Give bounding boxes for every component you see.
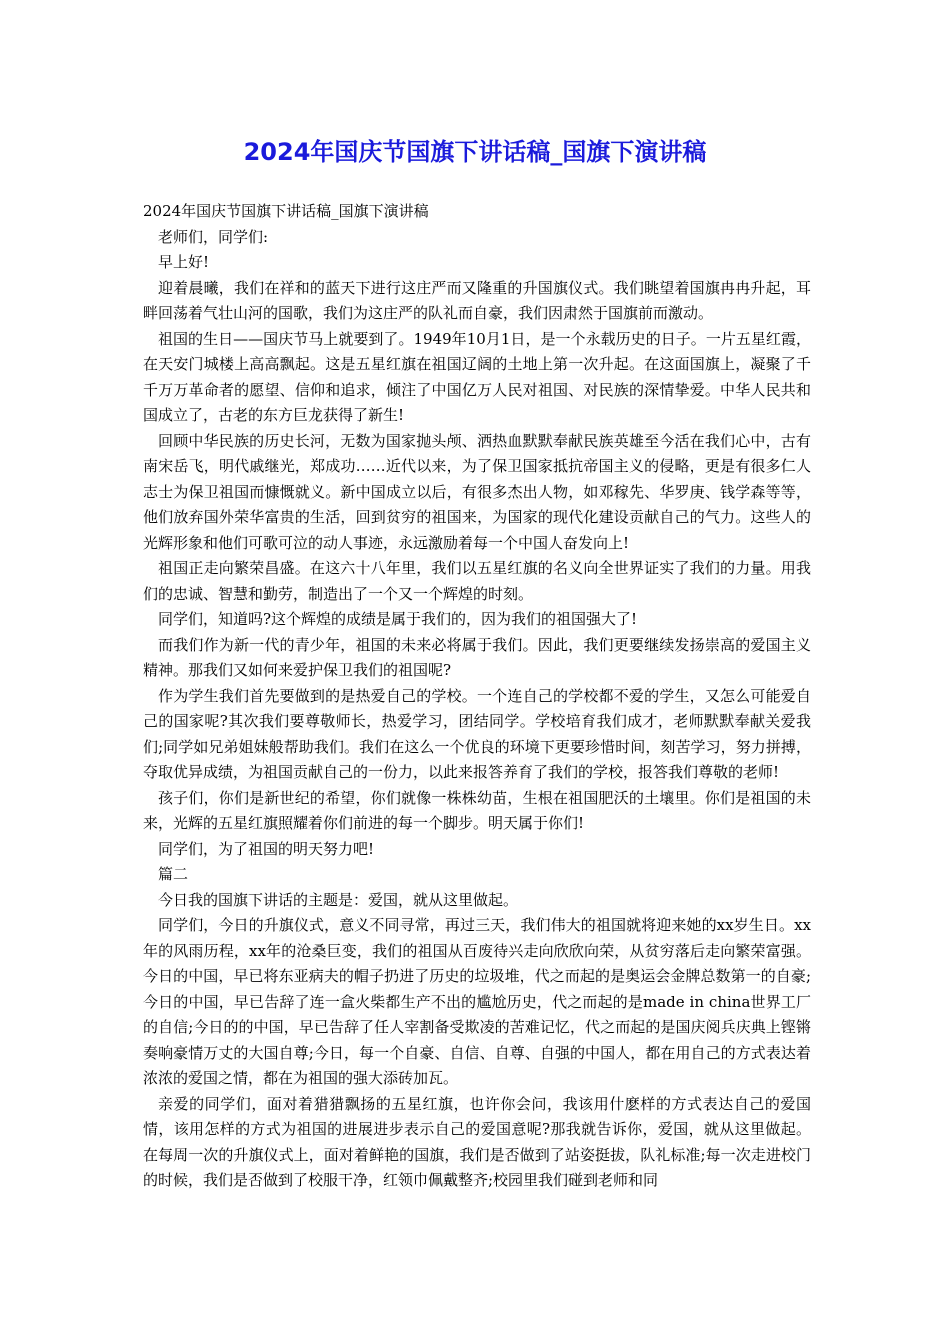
paragraph: 同学们，知道吗?这个辉煌的成绩是属于我们的，因为我们的祖国强大了!: [158, 610, 638, 628]
paragraph: 同学们，为了祖国的明天努力吧!: [158, 839, 375, 858]
paragraph: 迎着晨曦，我们在祥和的蓝天下进行这庄严而又隆重的升国旗仪式。我们眺望着国旗冉冉升起，耳畔回荡着气壮山河的国歌，我们为这庄严的队礼而自豪，我们因肃然于国旗前而激动。: [143, 278, 811, 322]
paragraph: 作为学生我们首先要做到的是热爱自己的学校。一个连自己的学校都不爱的学生，又怎么可能爱自己的国家呢?其次我们要尊敬师长，热爱学习，团结同学。学校培育我们成才，老师默默奉献关爱我们;同学如兄弟姐妹般帮助我们。我们在这么一个优良的环境下更要珍惜时间，刻苦学习，努力拼搏，夺取优异成绩，为祖国贡献自己的一份力，以此来报答养育了我们的学校，报答我们尊敬的老师!: [143, 686, 811, 781]
paragraph: 早上好!: [158, 253, 210, 271]
paragraph: 祖国正走向繁荣昌盛。在这六十八年里，我们以五星红旗的名义向全世界证实了我们的力量。用我们的忠诚、智慧和勤劳，制造出了一个又一个辉煌的时刻。: [143, 559, 811, 603]
section-heading: 篇二: [158, 865, 189, 883]
paragraph: 而我们作为新一代的青少年，祖国的未来必将属于我们。因此，我们更要继续发扬崇高的爱国主义精神。那我们又如何来爱护保卫我们的祖国呢?: [143, 635, 811, 679]
paragraph: 2024年国庆节国旗下讲话稿_国旗下演讲稿: [143, 202, 429, 220]
paragraph: 孩子们，你们是新世纪的希望，你们就像一株株幼苗，生根在祖国肥沃的土壤里。你们是祖国的未来，光辉的五星红旗照耀着你们前进的每一个脚步。明天属于你们!: [143, 788, 811, 832]
paragraph: 今日我的国旗下讲话的主题是：爱国，就从这里做起。: [158, 890, 519, 909]
document-body: [143, 199, 811, 1194]
paragraph: 亲爱的同学们，面对着猎猎飘扬的五星红旗，也许你会问，我该用什麽样的方式表达自己的爱国情，该用怎样的方式为祖国的进展进步表示自己的爱国意呢?那我就告诉你，爱国，就从这里做起。在每周一次的升旗仪式上，面对着鲜艳的国旗，我们是否做到了站姿挺拔，队礼标准;每一次走进校门的时候，我们是否做到了校服干净，红领巾佩戴整齐;校园里我们碰到老师和同: [143, 1094, 811, 1189]
paragraph: 回顾中华民族的历史长河，无数为国家抛头颅、洒热血默默奉献民族英雄至今活在我们心中，古有南宋岳飞，明代戚继光，郑成功……近代以来，为了保卫国家抵抗帝国主义的侵略，更是有很多仁人志士为保卫祖国而慷慨就义。新中国成立以后，有很多杰出人物，如邓稼先、华罗庚、钱学森等等，他们放弃国外荣华富贵的生活，回到贫穷的祖国来，为国家的现代化建设贡献自己的气力。这些人的光辉形象和他们可歌可泣的动人事迹，永远激励着每一个中国人奋发向上!: [143, 431, 811, 552]
document-title: 2024年国庆节国旗下讲话稿_国旗下演讲稿: [243, 138, 707, 166]
paragraph: 祖国的生日——国庆节马上就要到了。1949年10月1日，是一个永载历史的日子。一片五星红霞，在天安门城楼上高高飘起。这是五星红旗在祖国辽阔的土地上第一次升起。在这面国旗上，凝聚了千千万万革命者的愿望、信仰和追求，倾注了中国亿万人民对祖国、对民族的深情挚爱。中华人民共和国成立了，古老的东方巨龙获得了新生!: [143, 329, 811, 424]
paragraph: 老师们，同学们:: [158, 227, 269, 246]
paragraph: 同学们，今日的升旗仪式，意义不同寻常，再过三天，我们伟大的祖国就将迎来她的xx岁生日。xx年的风雨历程，xx年的沧桑巨变，我们的祖国从百废待兴走向欣欣向荣，从贫穷落后走向繁荣富强。今日的中国，早已将东亚病夫的帽子扔进了历史的垃圾堆，代之而起的是奥运会金牌总数第一的自豪;今日的中国，早已告辞了连一盒火柴都生产不出的尴尬历史，代之而起的是made in china世界工厂的自信;今日的的中国，早已告辞了任人宰割备受欺凌的苦难记忆，代之而起的是国庆阅兵庆典上铿锵奏响豪情万丈的大国自尊;今日，每一个自豪、自信、自尊、自强的中国人，都在用自己的方式表达着浓浓的爱国之情，都在为祖国的强大添砖加瓦。: [143, 916, 811, 1087]
